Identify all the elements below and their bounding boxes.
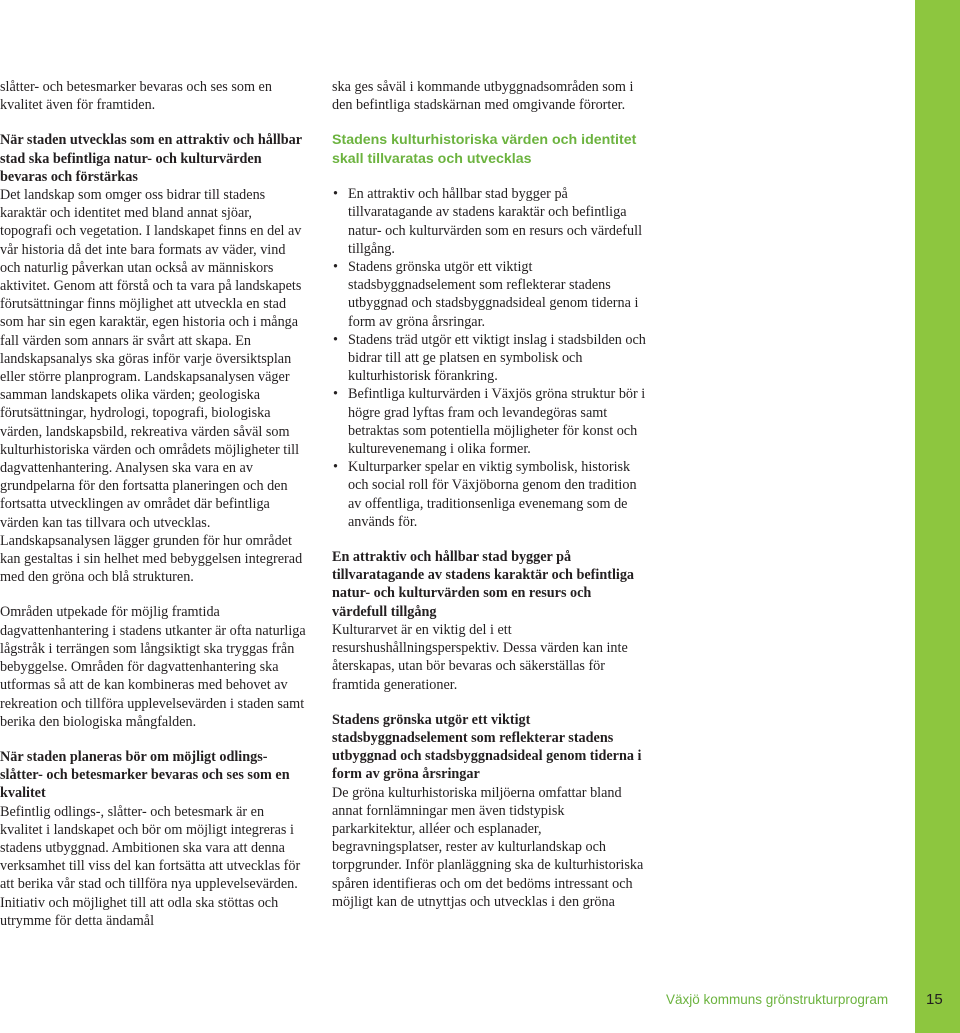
left-paragraph-2: Områden utpekade för möjlig framtida dagvattenhantering i stadens utkanter är ofta naturliga lågstråk i terrängen som långsiktigt ska tryggas från bebyggelse. Områden för dagvattenhantering ska utformas så att de kan kombineras med behovet av rekreation och tillföra upplevelsevärden i staden samt berika den biologiska mångfalden. (0, 604, 306, 730)
list-item (332, 331, 648, 386)
bullet-text: Stadens träd utgör ett viktigt inslag i stadsbilden och bidrar till att ge platsen en symbolisk och kulturhistorisk förankring. (348, 331, 646, 385)
bullet-icon: • (333, 459, 338, 476)
list-item (332, 185, 648, 258)
list-item (332, 258, 648, 331)
right-section1-heading: En attraktiv och hållbar stad bygger på tillvaratagande av stadens karaktär och befintliga natur- och kulturvärden som en resurs och värdefull tillgång (332, 549, 635, 620)
bullet-icon: • (333, 331, 338, 348)
bullet-icon: • (333, 186, 338, 203)
list-item (332, 458, 648, 531)
right-column (332, 78, 648, 911)
footer-title: Växjö kommuns grönstrukturprogram (666, 992, 889, 1007)
left-section1-body: Det landskap som omger oss bidrar till stadens karaktär och identitet med bland annat sjöar, topografi och vegetation. I landskapet finns en del av vår historia då det inte bara formats av väder, vind och naturlig påverkan utan också av människors aktivitet. Genom att förstå och ta vara på landskapets förutsättningar finns möjlighet att utveckla en stad som har sin egen karaktär, egen historia och i många fall värden som annars är svårt att skapa. En landskapsanalys ska göras inför varje översiktsplan eller större planprogram. Landskapsanalysen väger samman landskapets olika värden; geologiska förutsättningar, hydrologi, topografi, biologiska värden, landskapsbild, rekreativa värden såväl som kulturhistoriska värden och områdets möjligheter till dagvattenhantering. Analysen ska vara en av grundpelarna för den fortsatta planeringen och den fortsatta utvecklingen av området där befintliga värden kan tas tillvara och utvecklas. Landskapsanalysen lägger grunden för hur området kan gestaltas i sin helhet med bebyggelsen integrerad med den gröna och blå strukturen. (0, 187, 303, 586)
bullet-text: Befintliga kulturvärden i Växjös gröna struktur bör i högre grad lyftas fram och levandegöras samt betraktas som potentiella möjligheter för konst och kulturevenemang i olika former. (348, 386, 646, 458)
right-section2-body: De gröna kulturhistoriska miljöerna omfattar bland annat fornlämningar men även tidstypisk parkarkitektur, alléer och esplanader, begravningsplatser, rester av kulturlandskap och torpgrunder. Inför planläggning ska de kulturhistoriska spåren identifieras och om det bedöms intressant och möjligt kan de utnyttjas och utvecklas i den gröna (332, 784, 644, 910)
page-number: 15 (926, 991, 943, 1008)
right-green-heading: Stadens kulturhistoriska värden och identitet skall tillvaratas och utvecklas (332, 132, 637, 167)
right-section1-body: Kulturarvet är en viktig del i ett resurshushållningsperspektiv. Dessa värden kan inte återskapas, utan bör bevaras och säkerställas för framtida generationer. (332, 621, 628, 693)
bullet-text: Stadens grönska utgör ett viktigt stadsbyggnadselement som reflekterar stadens utbyggnad och stadsbyggnadsideal genom tiderna i form av gröna årsringar. (348, 259, 639, 330)
bullet-text: En attraktiv och hållbar stad bygger på tillvaratagande av stadens karaktär och befintliga natur- och kulturvärden som en resurs och värdefull tillgång. (348, 186, 643, 257)
right-intro-paragraph: ska ges såväl i kommande utbyggnadsområden som i den befintliga stadskärnan med omgivande förorter. (332, 79, 634, 114)
left-section3-body: Befintlig odlings-, slåtter- och betesmark är en kvalitet i landskapet och bör om möjligt integreras i stadens utbyggnad. Ambitionen ska vara att denna verksamhet till viss del kan fortsätta att utvecklas för att berika vår stad och tillföra nya upplevelsevärden. Initiativ och möjlighet till att odla ska stöttas och utrymme för detta ändamål (0, 803, 301, 929)
bullet-icon: • (333, 386, 338, 403)
left-column (0, 78, 307, 930)
bullet-text: Kulturparker spelar en viktig symbolisk, historisk och social roll för Växjöborna genom den tradition av offentliga, traditionsenliga evenemang som de används för. (348, 459, 637, 530)
bullet-icon: • (333, 259, 338, 276)
right-bullet-list (332, 185, 648, 531)
left-section3-heading: När staden planeras bör om möjligt odlings-slåtter- och betesmarker bevaras och ses som en kvalitet (0, 748, 290, 802)
list-item (332, 385, 648, 458)
right-section2-heading: Stadens grönska utgör ett viktigt stadsbyggnadselement som reflekterar stadens utbyggnad och stadsbyggnadsideal genom tiderna i form av gröna årsringar (332, 711, 642, 783)
left-section1-heading: När staden utvecklas som en attraktiv och hållbar stad ska befintliga natur- och kulturvärden bevaras och förstärkas (0, 132, 302, 185)
page-edge-green-bar (915, 0, 960, 1033)
left-intro-paragraph: slåtter- och betesmarker bevaras och ses som en kvalitet även för framtiden. (0, 79, 272, 114)
